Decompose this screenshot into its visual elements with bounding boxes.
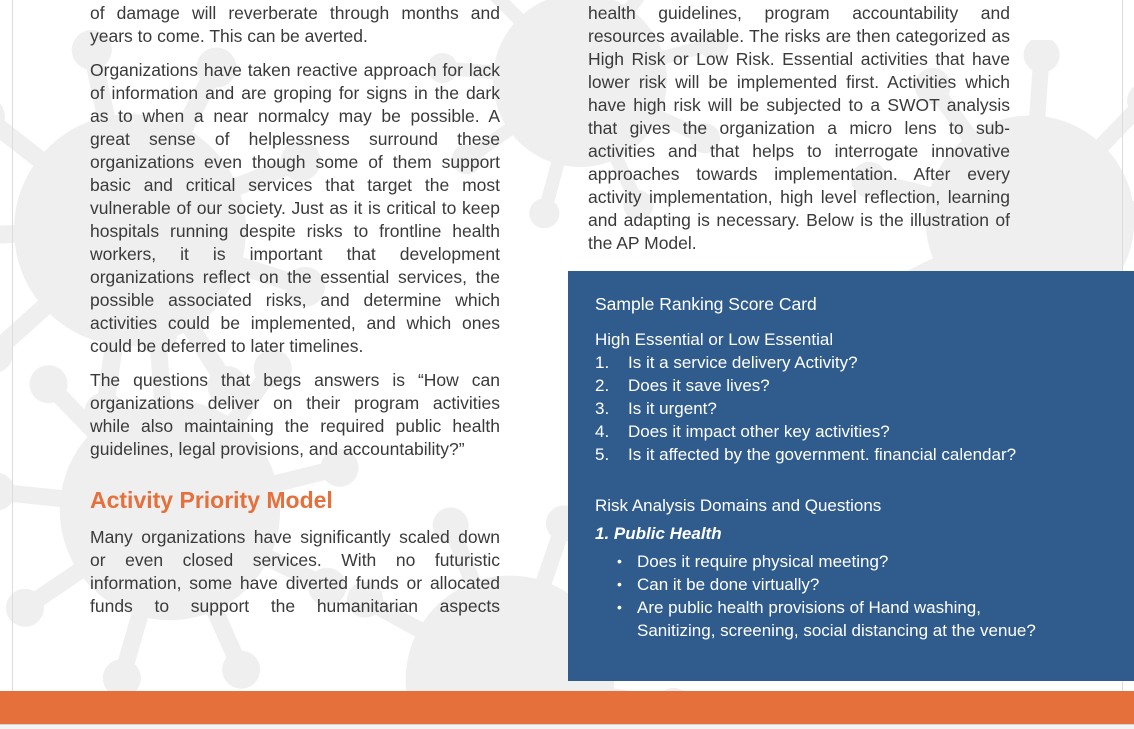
list-item-text: Does it require physical meeting? bbox=[637, 552, 889, 571]
bullet-icon: • bbox=[617, 599, 622, 615]
list-item-text: Does it save lives? bbox=[628, 376, 770, 395]
score-card-title: Sample Ranking Score Card bbox=[595, 294, 817, 314]
list-item-number: 5. bbox=[595, 445, 610, 464]
list-item-number: 4. bbox=[595, 422, 610, 441]
paragraph: health guidelines, program accountability and resources available. The risks are then categorized as High Risk or Low Risk. Essential activities that have lower risk will be implemented first. Activities which have high risk will be subjected to a SWOT analysis that gives the organization a micro lens to sub-activities and that helps to interrogate innovative approaches towards implementation. After every activity implementation, high level reflection, learning and adapting is necessary. Below is the illustration of the AP Model. bbox=[588, 3, 1010, 253]
section-heading-activity-priority-model: Activity Priority Model bbox=[90, 487, 333, 513]
risk-analysis-section-heading: Risk Analysis Domains and Questions bbox=[595, 496, 882, 515]
list-item-number: 2. bbox=[595, 376, 610, 395]
public-health-domain-heading: 1. Public Health bbox=[595, 524, 722, 543]
page-left-edge bbox=[12, 0, 13, 691]
list-item-text: Can it be done virtually? bbox=[637, 575, 820, 594]
score-card-subtitle: High Essential or Low Essential bbox=[595, 330, 834, 349]
list-item-text: Is it urgent? bbox=[628, 399, 717, 418]
score-card-bullet-list bbox=[595, 550, 1046, 642]
list-item-text: Is it affected by the government. financial calendar? bbox=[628, 445, 1017, 464]
list-item bbox=[595, 397, 1046, 420]
paragraph: Many organizations have significantly scaled down or even closed services. With no futuristic information, some have diverted funds or allocated funds to support the humanitarian aspects bbox=[90, 527, 500, 616]
paragraph: Organizations have taken reactive approach for lack of information and are groping for signs in the dark as to when a near normalcy may be possible. A great sense of helplessness surround these organizations even though some of them support basic and critical services that target the most vulnerable of our society. Just as it is critical to keep hospitals running despite risks to frontline health workers, it is important that development organizations reflect on the essential services, the possible associated risks, and determine which activities could be implemented, and which ones could be deferred to later timelines. bbox=[90, 60, 500, 356]
list-item bbox=[595, 374, 1046, 397]
footer-accent-bar bbox=[0, 691, 1134, 724]
paragraph: The questions that begs answers is “How can organizations deliver on their program activities while also maintaining the required public health guidelines, legal provisions, and accountability?” bbox=[90, 370, 500, 459]
list-item-number: 1. bbox=[595, 353, 610, 372]
bullet-icon: • bbox=[617, 576, 622, 592]
list-item bbox=[595, 351, 1046, 374]
right-column bbox=[588, 2, 1010, 266]
list-item bbox=[595, 596, 1046, 642]
list-item bbox=[595, 420, 1046, 443]
left-column bbox=[90, 2, 500, 629]
list-item bbox=[595, 573, 1046, 596]
list-item bbox=[595, 550, 1046, 573]
list-item-text: Are public health provisions of Hand washing, Sanitizing, screening, social distancing at the venue? bbox=[637, 598, 1036, 640]
list-item bbox=[595, 443, 1046, 466]
list-item-number: 3. bbox=[595, 399, 610, 418]
paragraph: of damage will reverberate through months and years to come. This can be averted. bbox=[90, 3, 500, 46]
list-item-text: Does it impact other key activities? bbox=[628, 422, 890, 441]
bullet-icon: • bbox=[617, 553, 622, 569]
score-card-panel bbox=[568, 271, 1134, 681]
score-card-numbered-list bbox=[595, 351, 1046, 466]
list-item-text: Is it a service delivery Activity? bbox=[628, 353, 858, 372]
page-bottom-strip bbox=[0, 724, 1134, 729]
